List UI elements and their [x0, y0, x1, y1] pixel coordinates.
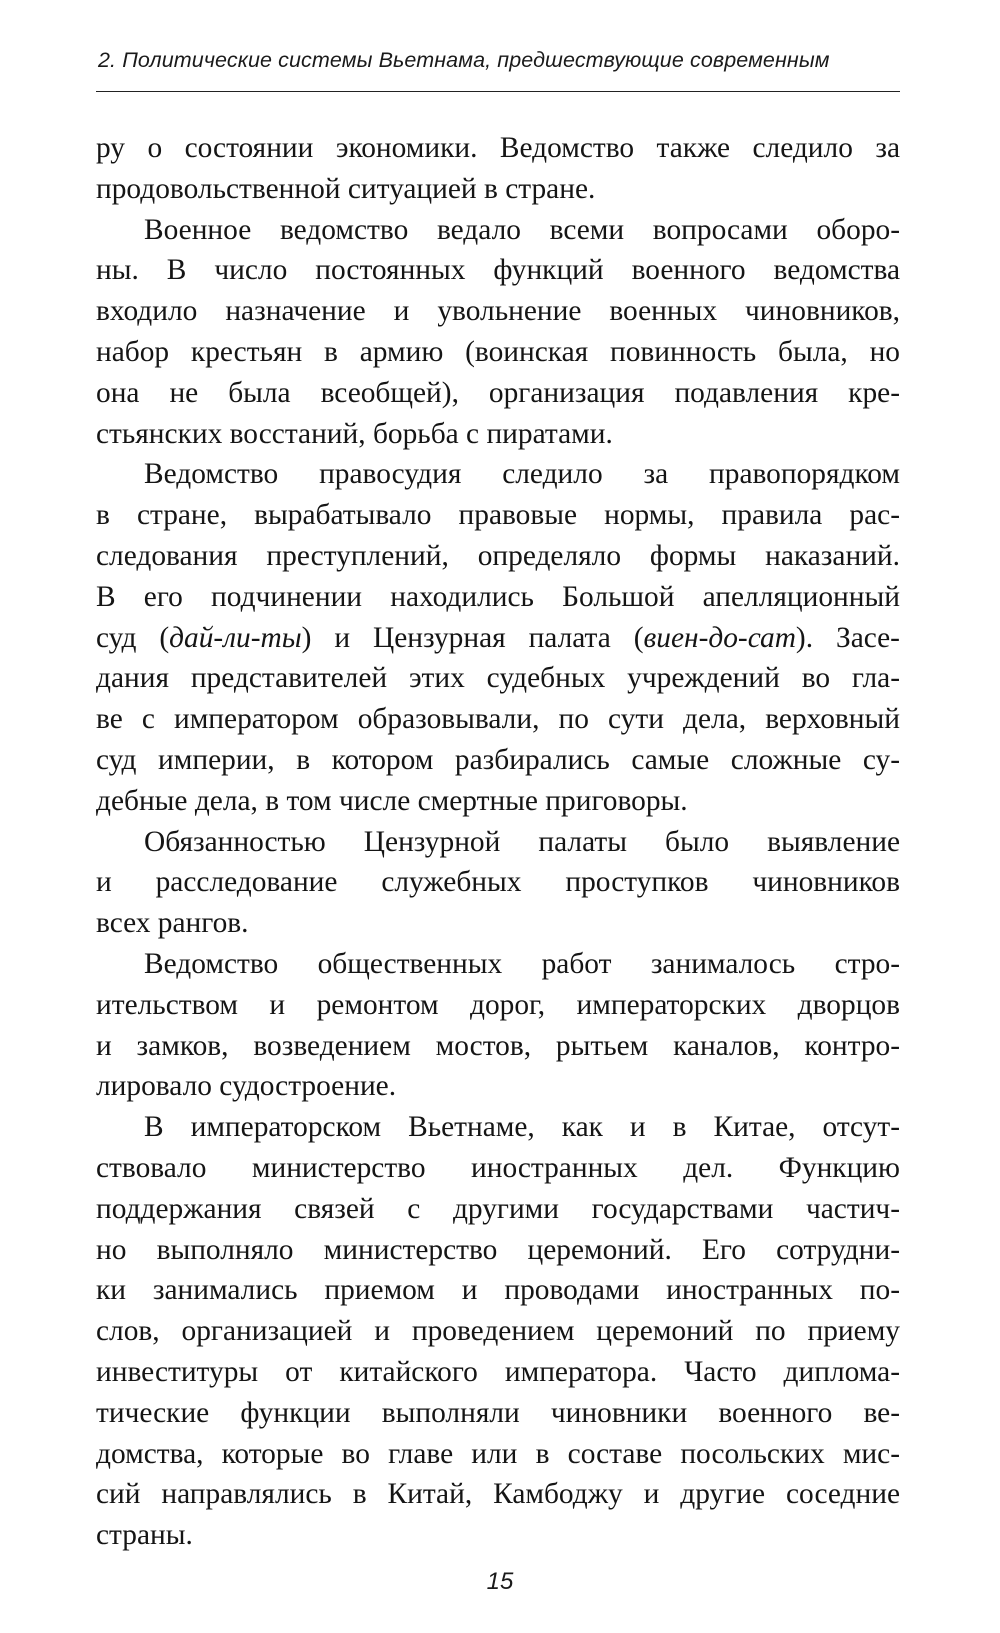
text-line: тические функции выполняли чиновники военного ве-: [96, 1396, 900, 1429]
text-line: набор крестьян в армию (воинская повинность была, но: [96, 335, 900, 368]
text-line: входило назначение и увольнение военных чиновников,: [96, 295, 900, 328]
text-line: но выполняло министерство церемоний. Его сотрудни-: [96, 1233, 900, 1266]
term-italic: дай-ли-ты: [169, 621, 302, 654]
text-line: лировало судостроение.: [96, 1070, 397, 1103]
header-rule: [96, 91, 900, 92]
text-line: и замков, возведением мостов, рытьем каналов, контро-: [96, 1029, 900, 1062]
text-line: сий направлялись в Китай, Камбоджу и другие соседние: [96, 1478, 900, 1511]
text-line: ны. В число постоянных функций военного ведомства: [96, 254, 900, 287]
text-line: дания представителей этих судебных учреждений во гла-: [96, 662, 900, 695]
running-head: 2. Политические системы Вьетнама, предшествующие современным: [98, 48, 830, 72]
text-line: и расследование служебных проступков чиновников: [96, 866, 900, 899]
paragraph: [96, 454, 900, 821]
text-line: В императорском Вьетнаме, как и в Китае, отсут-: [144, 1111, 900, 1144]
paragraph: [96, 822, 900, 944]
text-line: домства, которые во главе или в составе посольских мис-: [96, 1437, 900, 1470]
paragraph: [96, 128, 900, 210]
paragraph: [96, 1107, 900, 1556]
term-italic: виен-до-сат: [643, 621, 796, 654]
text-line: ру о состоянии экономики. Ведомство также следило за: [96, 132, 900, 164]
text-line: ве с императором образовывали, по сути дела, верховный: [96, 703, 900, 736]
text-line: инвеституры от китайского императора. Часто диплома-: [96, 1355, 900, 1388]
text-line: дебные дела, в том числе смертные приговоры.: [96, 784, 688, 817]
text-line: всех рангов.: [96, 907, 249, 940]
text-line: стьянских восстаний, борьба с пиратами.: [96, 417, 613, 450]
paragraph: [96, 210, 900, 455]
text-line: ствовало министерство иностранных дел. Функцию: [96, 1151, 900, 1184]
text-line: в стране, вырабатывало правовые нормы, правила рас-: [96, 499, 900, 532]
page-number: 15: [486, 1568, 514, 1595]
paragraph: [96, 944, 900, 1107]
text-line: Ведомство правосудия следило за правопорядком: [144, 458, 900, 491]
text-line: Обязанностью Цензурной палаты было выявление: [144, 825, 900, 858]
text-line: ки занимались приемом и проводами иностранных по-: [96, 1274, 900, 1307]
text-line: следования преступлений, определяло формы наказаний.: [96, 539, 900, 572]
text-line: Ведомство общественных работ занималось стро-: [144, 947, 900, 980]
text-line: слов, организацией и проведением церемоний по приему: [96, 1315, 900, 1348]
text-line: страны.: [96, 1519, 193, 1552]
text-line: суд империи, в котором разбирались самые сложные су-: [96, 743, 900, 776]
text-line: поддержания связей с другими государствами частич-: [96, 1192, 900, 1225]
text-line: Военное ведомство ведало всеми вопросами оборо-: [144, 213, 900, 246]
body-text: [96, 128, 900, 1556]
text-line: продовольственной ситуацией в стране.: [96, 172, 596, 205]
text-line: суд (дай-ли-ты) и Цензурная палата (виен-до-сат). Засе-: [96, 621, 900, 654]
text-line: В его подчинении находились Большой апелляционный: [96, 580, 900, 613]
text-line: она не была всеобщей), организация подавления кре-: [96, 376, 900, 409]
text-line: ительством и ремонтом дорог, императорских дворцов: [96, 988, 900, 1021]
